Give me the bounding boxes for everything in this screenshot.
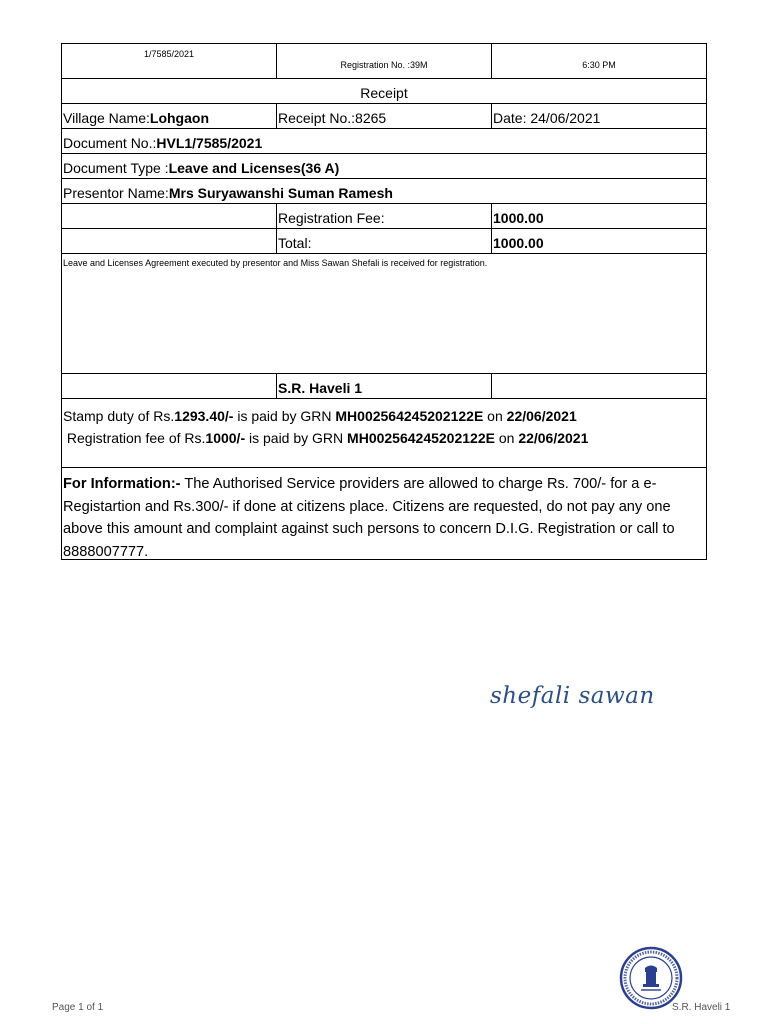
total-label: Total: — [277, 229, 492, 253]
info-row — [62, 468, 706, 559]
reg-fee-amount: 1000/- — [205, 430, 246, 446]
stamp-duty-line — [63, 405, 577, 427]
document-type-label: Document Type : — [63, 160, 169, 176]
stamp-duty-date: 22/06/2021 — [506, 408, 577, 424]
signature: shefali sawan — [490, 683, 655, 709]
total-amount: 1000.00 — [493, 235, 544, 251]
receipt-date: Date: 24/06/2021 — [493, 110, 601, 126]
empty-cell — [492, 374, 706, 398]
seal-stamp-icon — [619, 946, 683, 1010]
registration-fee-row — [62, 204, 706, 229]
document-type — [62, 154, 706, 178]
header-row — [62, 44, 706, 79]
info-label: For Information:- — [63, 476, 181, 492]
document-number — [62, 129, 706, 153]
payment-row — [62, 399, 706, 468]
footer-office: S.R. Haveli 1 — [672, 1002, 731, 1013]
village-name — [62, 104, 277, 128]
registration-fee-amount: 1000.00 — [493, 210, 544, 226]
total-row — [62, 229, 706, 254]
stamp-duty-amount: 1293.40/- — [174, 408, 234, 424]
registration-note: Leave and Licenses Agreement executed by presentor and Miss Sawan Shefali is received for registration. — [63, 258, 488, 268]
reg-fee-prefix: Registration fee of Rs. — [63, 430, 206, 446]
registration-fee-value — [492, 204, 706, 228]
village-value: Lohgaon — [149, 110, 210, 126]
office-name — [277, 374, 492, 398]
presentor-value: Mrs Suryawanshi Suman Ramesh — [168, 185, 393, 201]
stamp-duty-on: on — [483, 408, 507, 424]
total-value — [492, 229, 706, 253]
stamp-duty-prefix: Stamp duty of Rs. — [63, 408, 175, 424]
office-row — [62, 374, 706, 399]
document-no-label: Document No.: — [63, 135, 157, 151]
document-type-value: Leave and Licenses(36 A) — [168, 160, 340, 176]
registration-time: 6:30 PM — [582, 60, 616, 70]
registration-number: Registration No. :39M — [277, 44, 492, 78]
document-no-value: HVL1/7585/2021 — [156, 135, 263, 151]
presentor-row — [62, 179, 706, 204]
empty-cell — [62, 374, 277, 398]
stamp-duty-grn: MH002564245202122E — [335, 408, 484, 424]
page-number: Page 1 of 1 — [52, 1002, 104, 1013]
receipt-title: Receipt — [360, 85, 408, 101]
village-row — [62, 104, 706, 129]
presentor-label: Presentor Name: — [63, 185, 169, 201]
reg-fee-mid: is paid by GRN — [245, 430, 348, 446]
empty-cell — [62, 229, 277, 253]
presentor-name — [62, 179, 706, 203]
office-value: S.R. Haveli 1 — [278, 380, 363, 396]
village-label: Village Name: — [63, 110, 150, 126]
receipt-number: Receipt No.:8265 — [277, 104, 492, 128]
receipt-table — [61, 43, 707, 560]
information-text — [62, 468, 706, 559]
reference-number: 1/7585/2021 — [62, 44, 277, 78]
registration-fee-label: Registration Fee: — [277, 204, 492, 228]
reg-fee-line — [63, 427, 588, 449]
reg-fee-on: on — [494, 430, 519, 446]
reg-fee-grn: MH002564245202122E — [347, 430, 495, 446]
payment-details — [62, 399, 706, 467]
empty-cell — [62, 204, 277, 228]
reg-fee-date: 22/06/2021 — [518, 430, 589, 446]
note-row — [62, 254, 706, 374]
document-type-row — [62, 154, 706, 179]
info-body: The Authorised Service providers are allowed to charge Rs. 700/- for a e-Registartion and Rs.300/- if done at citizens place. Citizens are requested, do not pay any one above this amount and complaint against such persons to concern D.I.G. Registration or call to 8888007777. — [63, 476, 675, 559]
title-row — [62, 79, 706, 104]
stamp-duty-mid: is paid by GRN — [233, 408, 336, 424]
document-no-row — [62, 129, 706, 154]
